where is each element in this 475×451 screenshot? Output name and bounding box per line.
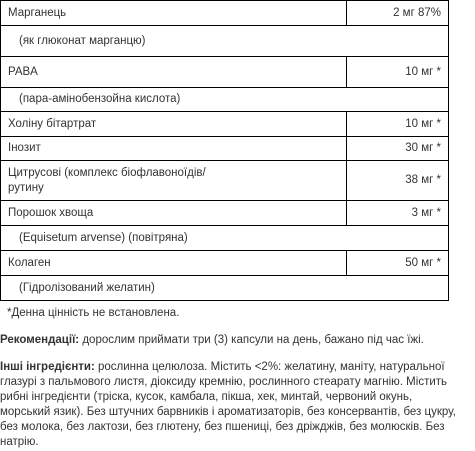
table-row <box>1 137 449 161</box>
ingredient-name <box>1 161 347 201</box>
table-row <box>1 161 449 201</box>
ingredient-name: Порошок хвоща <box>1 201 347 226</box>
ingredient-source: (як глюконат марганцю) <box>1 26 449 57</box>
ingredient-amount: 10 мг * <box>346 57 448 88</box>
table-row <box>1 226 449 251</box>
recommendations-paragraph <box>0 333 465 348</box>
ingredient-amount: 50 мг * <box>346 251 448 276</box>
ingredient-amount: 3 мг * <box>346 201 448 226</box>
daily-value-footnote: *Денна цінність не встановлена. <box>7 307 180 319</box>
table-row <box>1 88 449 112</box>
other-ingredients-text: рослинна целюлоза. Містить <2%: желатину, маніту, натуральної глазурі з пальмового листя, діоксиду кремнію, рослинного стеарату магнію. Містить рибні інгредієнти (тріска, кусок, камбала, пікша, хек, минтай, червоний окунь, морський язик). Без штучних барвників і ароматизаторів, без консервантів, без цукру, без молока, без лактози, без глютену, без пшениці, без дріжджів, без молюсків. Без натрію. <box>0 361 456 448</box>
recommendations-label: Рекомендації: <box>0 334 80 346</box>
ingredient-name: PABA <box>1 57 347 88</box>
ingredient-source: (пара-амінобензойна кислота) <box>1 88 449 112</box>
other-ingredients-paragraph <box>0 360 465 450</box>
ingredient-name: Холіну бітартрат <box>1 112 347 137</box>
table-row <box>1 112 449 137</box>
ingredient-name: Марганець <box>1 1 347 26</box>
ingredient-amount: 2 мг 87% <box>346 1 448 26</box>
ingredient-name: Колаген <box>1 251 347 276</box>
table-row <box>1 201 449 226</box>
ingredient-name-line: Цитрусові (комплекс біофлавоноїдів/ <box>8 166 206 179</box>
ingredient-name-line: рутину <box>8 181 44 194</box>
table-row <box>1 57 449 88</box>
ingredient-amount: 30 мг * <box>346 137 448 161</box>
ingredient-source: (Гідролізований желатин) <box>1 276 449 301</box>
table-row <box>1 251 449 276</box>
ingredient-name: Інозит <box>1 137 347 161</box>
ingredient-amount: 38 мг * <box>346 161 448 201</box>
ingredient-source: (Equisetum arvense) (повітряна) <box>1 226 449 251</box>
table-row <box>1 1 449 26</box>
other-ingredients-label: Інші інгредієнти: <box>0 361 95 373</box>
recommendations-text: дорослим приймати три (3) капсули на день, бажано під час їжі. <box>79 334 424 346</box>
table-row <box>1 26 449 57</box>
table-row <box>1 276 449 301</box>
ingredient-amount: 10 мг * <box>346 112 448 137</box>
